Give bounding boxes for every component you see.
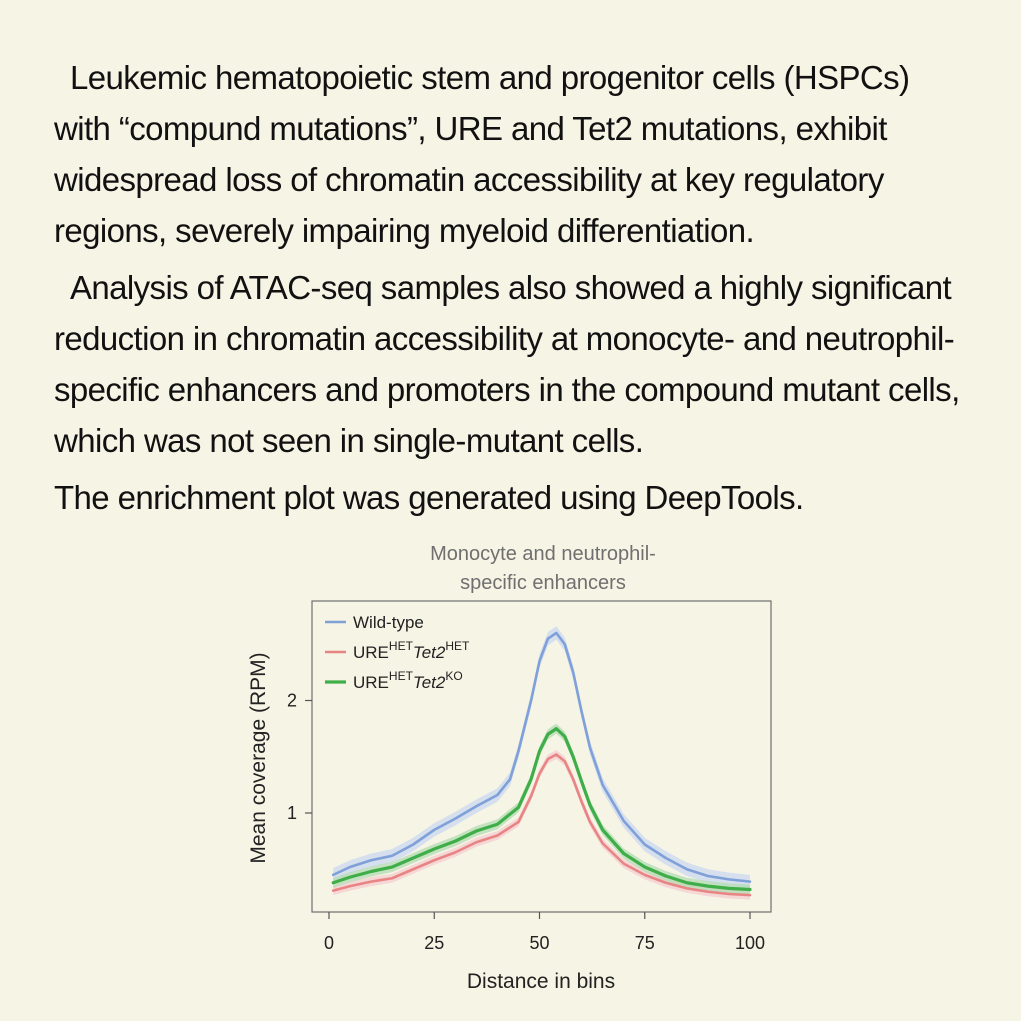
- x-axis-label: Distance in bins: [466, 970, 616, 993]
- paragraph-3: The enrichment plot was generated using DeepTools.: [54, 479, 804, 516]
- x-tick-label-1: 25: [424, 933, 445, 953]
- series-band-0: [333, 626, 750, 888]
- y-tick-label-0: 1: [286, 803, 297, 823]
- paragraph-1: Leukemic hematopoietic stem and progenitor cells (HSPCs) with “compund mutations”, URE and Tet2 mutations, exhibit widespread loss of chromatin accessibility at key regulatory regions, severely impairing myeloid differentiation.: [54, 59, 910, 249]
- paragraph-2: Analysis of ATAC-seq samples also showed a highly significant reduction in chromatin accessibility at monocyte- and neutrophil-specific enhancers and promoters in the compound mutant cells, which was not seen in single-mutant cells.: [54, 269, 960, 459]
- legend-label-1: $URE^{HET}Tet2^{HET}$: [353, 639, 470, 662]
- chart-title-line-2: specific enhancers: [460, 572, 626, 594]
- legend-label-2: $URE^{HET}Tet2^{KO}$: [353, 669, 463, 692]
- chart-title-line-1: Monocyte and neutrophil-: [430, 543, 656, 565]
- y-tick-label-1: 2: [286, 690, 297, 711]
- x-tick-label-4: 100: [734, 933, 766, 953]
- x-tick-label-0: 0: [323, 933, 335, 953]
- x-tick-label-3: 75: [634, 933, 655, 953]
- y-axis-label: Mean coverage (RPM): [247, 652, 270, 864]
- legend-label-0: Wild-type: [353, 613, 424, 632]
- x-tick-label-2: 50: [529, 933, 550, 953]
